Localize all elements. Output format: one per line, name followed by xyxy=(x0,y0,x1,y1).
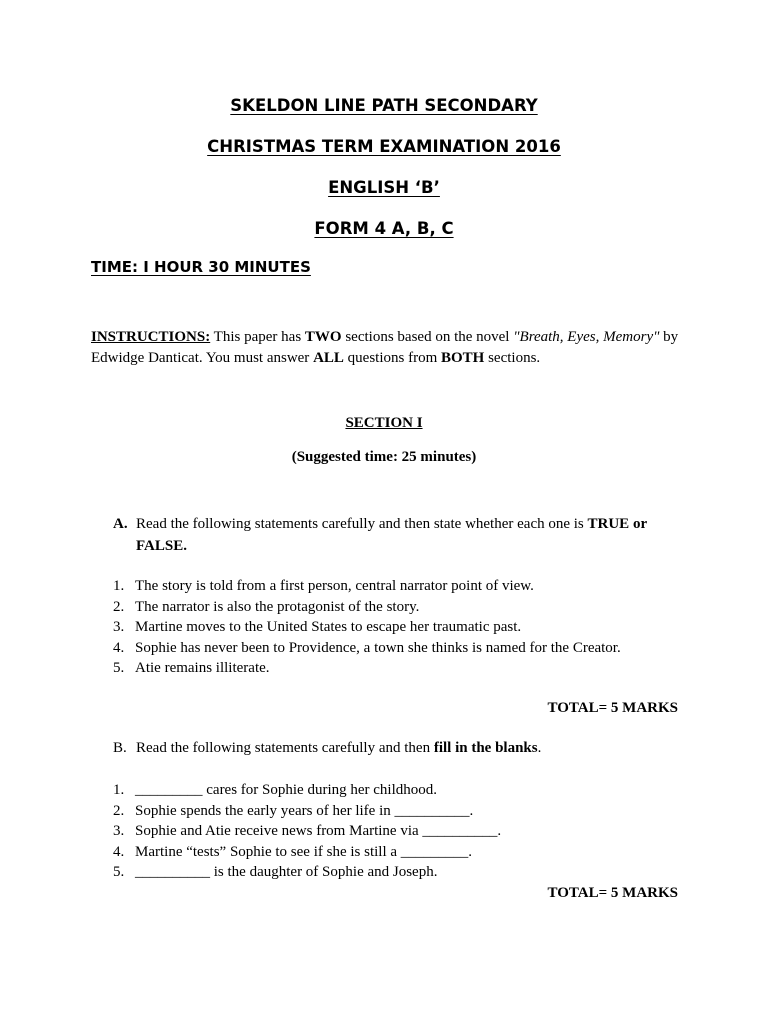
instructions-paragraph xyxy=(91,327,691,369)
instructions-bold-two: TWO xyxy=(304,329,342,345)
part-b-list xyxy=(113,780,501,883)
item-number: 3. xyxy=(113,823,125,839)
instructions-text-2: sections based on the novel xyxy=(341,329,514,345)
subject-title: ENGLISH ‘B’ xyxy=(328,178,440,197)
instructions-text-1: This paper has xyxy=(210,329,305,345)
list-item xyxy=(113,638,621,659)
instructions-text-3: by Edwidge Danticat. You must answer xyxy=(91,329,679,366)
part-b-bold: fill in the blanks xyxy=(433,740,538,756)
exam-title: CHRISTMAS TERM EXAMINATION 2016 xyxy=(207,137,561,156)
instructions-text-4: questions from xyxy=(343,350,441,366)
item-text: Sophie has never been to Providence, a town she thinks is named for the Creator. xyxy=(135,639,621,656)
instructions-text-5: sections. xyxy=(484,350,541,366)
part-b-end: . xyxy=(537,740,542,756)
item-text: Martine moves to the United States to escape her traumatic past. xyxy=(135,619,522,635)
list-item xyxy=(113,617,621,638)
item-number: 5. xyxy=(113,864,125,880)
part-b-instructions xyxy=(113,740,541,757)
part-a-text: Read the following statements carefully and then state whether each one is xyxy=(136,516,588,532)
item-text: Martine “tests” Sophie to see if she is still a _________. xyxy=(135,843,473,860)
item-text: Sophie spends the early years of her life in __________. xyxy=(135,802,474,819)
list-item xyxy=(113,801,501,822)
list-item xyxy=(113,821,501,842)
item-number: 1. xyxy=(113,578,125,594)
part-a-bold: TRUE or FALSE. xyxy=(136,516,647,554)
part-b-total: TOTAL= 5 MARKS xyxy=(547,885,678,901)
item-number: 1. xyxy=(113,782,125,798)
item-number: 4. xyxy=(113,639,125,656)
item-number: 2. xyxy=(113,802,125,819)
school-name: SKELDON LINE PATH SECONDARY xyxy=(230,96,538,115)
item-text: The narrator is also the protagonist of the story. xyxy=(135,598,420,615)
list-item xyxy=(113,576,621,597)
item-number: 5. xyxy=(113,660,125,676)
suggested-time: (Suggested time: 25 minutes) xyxy=(291,449,477,465)
section-title: SECTION I xyxy=(345,415,423,431)
part-b-text: Read the following statements carefully and then xyxy=(136,740,434,756)
item-text: __________ is the daughter of Sophie and Joseph. xyxy=(135,864,438,880)
part-a-list xyxy=(113,576,621,679)
item-number: 3. xyxy=(113,619,125,635)
item-number: 2. xyxy=(113,598,125,615)
list-item xyxy=(113,597,621,618)
part-b-label: B. xyxy=(113,740,127,756)
list-item xyxy=(113,658,621,679)
instructions-bold-both: BOTH xyxy=(440,350,485,366)
exam-time: TIME: I HOUR 30 MINUTES xyxy=(91,258,311,276)
item-number: 4. xyxy=(113,843,125,860)
item-text: The story is told from a first person, central narrator point of view. xyxy=(135,578,534,594)
list-item xyxy=(113,842,501,863)
form-title: FORM 4 A, B, C xyxy=(314,219,454,238)
item-text: _________ cares for Sophie during her childhood. xyxy=(135,782,438,798)
part-a-label: A. xyxy=(113,516,128,532)
item-text: Sophie and Atie receive news from Martine via __________. xyxy=(135,823,502,839)
instructions-bold-all: ALL xyxy=(313,350,344,366)
novel-title: "Breath, Eyes, Memory" xyxy=(513,329,660,345)
part-a-total: TOTAL= 5 MARKS xyxy=(547,700,678,716)
item-text: Atie remains illiterate. xyxy=(135,660,270,676)
list-item xyxy=(113,780,501,801)
part-a-instructions xyxy=(113,513,673,557)
instructions-label: INSTRUCTIONS: xyxy=(91,329,211,345)
list-item xyxy=(113,862,501,883)
